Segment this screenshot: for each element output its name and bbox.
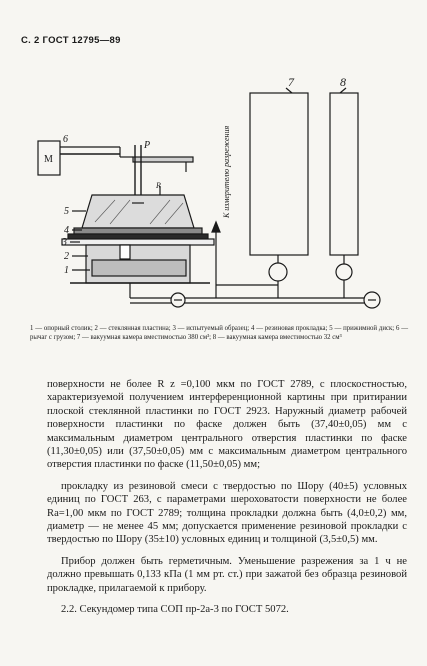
paragraph-1: поверхности не более R z =0,100 мкм по ГОСТ 2789, с плоскостностью, характеризуемой получением интерференционной картины при притирании плоской стеклянной пластинки по ГОСТ 2923. Наружный диаметр рабочей поверхности пластинки по фаске должен быть (37,40±0,05) мм с максимальным диаметром центрального отверстия пластинки по фаске (11,30±0,05) или (37,50±0,05) мм с максимальным диаметром центрального отверстия пластинки по фаске (11,50±0,05) мм; [47,379,407,471]
page-header: С. 2 ГОСТ 12795—89 [21,35,121,46]
rubber-gasket [74,228,202,234]
vacuum-chamber-32 [330,93,358,255]
label-p: P [144,140,151,151]
apparatus-diagram [0,60,427,330]
label-3: 3 [62,237,67,248]
label-8: 8 [340,75,346,89]
test-sample [68,234,208,239]
body-text [47,378,407,625]
paragraph-4: 2.2. Секундомер типа СОП пр-2а-3 по ГОСТ 5072. [61,604,289,616]
label-4: 4 [64,225,69,236]
label-2: 2 [64,251,69,262]
lever-arm [133,157,193,162]
label-6: 6 [63,134,68,145]
paragraph-2: прокладку из резиновой смеси с твердостью по Шору (40±5) условных единиц по ГОСТ 263, с параметрами шероховатости поверхности не более Ra=1,00 мкм по ГОСТ 2789; толщина прокладки должна быть (4,0±0,2) мм, диаметр — не менее 45 мм; допускается применение резиновой прокладки с твердостью по Шору (35±10) условных единиц и толщиной (3,5±0,5) мм. [47,480,407,546]
label-m: М [44,154,53,165]
vacuum-gauge-label: К измерителю разрежения [222,125,231,218]
pressing-disc [82,195,194,228]
vacuum-chamber-380 [250,93,308,255]
label-5: 5 [64,206,69,217]
label-r: R [156,181,161,190]
glass-plate [62,239,214,245]
paragraph-3: Прибор должен быть герметичным. Уменьшение разрежения за 1 ч не должно превышать 0,133 кПа (1 мм рт. ст.) при зажатой без образца резиновой прокладке, прилагаемой к прибору. [47,555,407,594]
figure-caption: 1 — опорный столик; 2 — стеклянная пластина; 3 — испытуемый образец; 4 — резиновая прокладка; 5 — прижимной диск; 6 — рычаг с грузом; 7 — вакуумная камера вместимостью 380 см³; 8 — вакуумная камера вместимостью 32 см³ [30,325,408,341]
label-1: 1 [64,265,69,276]
label-7: 7 [288,75,294,89]
